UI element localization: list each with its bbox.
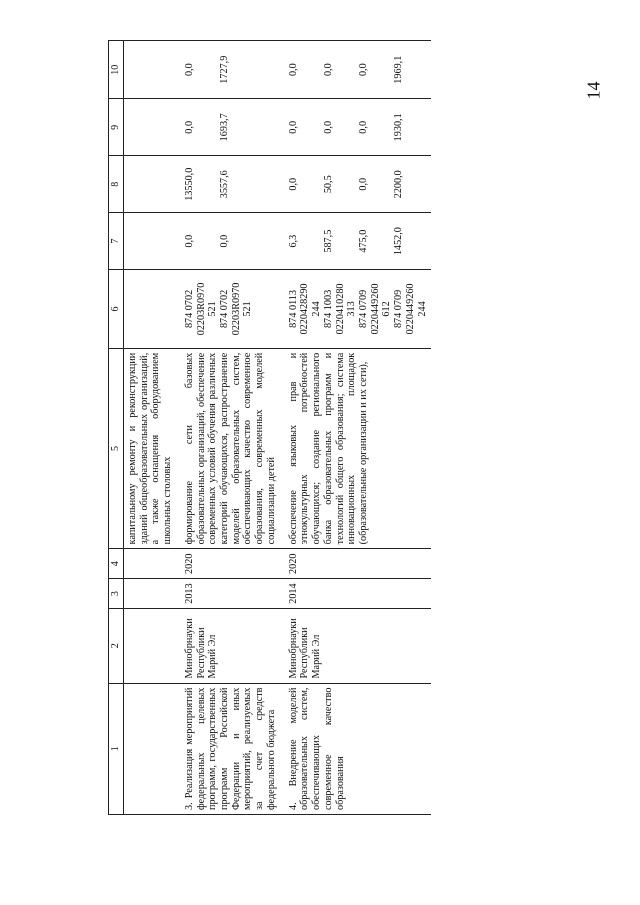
cell-line: 0,0 <box>322 63 334 77</box>
amount-col7 <box>181 213 281 270</box>
cell-line <box>381 160 393 208</box>
rotated-table-frame <box>108 40 613 815</box>
cell-line: 02203R0970 <box>230 282 242 336</box>
col-header: 7 <box>109 213 124 270</box>
budget-code <box>181 270 281 349</box>
col-header: 3 <box>109 579 124 609</box>
cell-line <box>335 217 347 265</box>
continuation-row <box>124 41 177 815</box>
continuation-text: капитальному ремонту и реконструкции зданий общеобразовательных организаций, а также оснащения оборудованием школьных столовых <box>124 348 177 549</box>
amount-col9 <box>181 99 281 156</box>
cell-line <box>370 103 382 151</box>
amount-col10 <box>181 41 281 99</box>
expected-result: обеспечение языковых прав и этнокультурных потребностей обучающихся; создание регионального банка образовательных программ и технологий общего образования; система инновационных площадок (образовательные организации и их сети), <box>285 348 432 549</box>
cell-line <box>299 45 311 94</box>
cell-line: 0,0 <box>287 177 299 191</box>
cell-line: 244 <box>416 301 428 317</box>
cell-line: 874 1003 <box>322 289 334 329</box>
table-row <box>181 41 281 815</box>
cell-line <box>311 160 323 208</box>
cell-line: 0,0 <box>183 120 195 134</box>
cell-line: 0,0 <box>357 120 369 134</box>
cell-line: 874 0709 <box>357 289 369 329</box>
cell-line <box>196 160 208 208</box>
cell-line: 521 <box>242 301 254 317</box>
cell-line <box>381 103 393 151</box>
cell-line: 874 0702 <box>183 289 195 329</box>
cell-line <box>311 45 323 94</box>
cell-line: 6,3 <box>287 234 299 248</box>
cell-line: 0,0 <box>287 120 299 134</box>
cell-line: 874 0702 <box>219 289 231 329</box>
cell-line: 0220449260 <box>404 283 416 335</box>
cell-line <box>335 45 347 94</box>
budget-code <box>285 270 432 349</box>
cell-line <box>207 45 219 94</box>
cell-line: 1693,7 <box>219 113 231 142</box>
page-number: 14 <box>583 81 604 100</box>
cell-line: 0,0 <box>183 63 195 77</box>
cell-line: 1930,1 <box>393 113 405 142</box>
cell-line <box>311 217 323 265</box>
col-header: 5 <box>109 348 124 549</box>
table-row <box>285 41 432 815</box>
cell-line <box>196 103 208 151</box>
cell-line <box>381 217 393 265</box>
cell-line: 0,0 <box>357 63 369 77</box>
cell-line <box>346 217 358 265</box>
cell-line: 612 <box>381 301 393 317</box>
budget-table <box>108 40 431 815</box>
cell-line <box>299 103 311 151</box>
cell-line <box>299 160 311 208</box>
cell-line: 0220410280 <box>334 283 346 335</box>
col-header: 4 <box>109 549 124 579</box>
measure-name: 3. Реализация мероприятий федеральных целевых программ, государственных программ Российской Федерации и иных мероприятий, реализуемых за счет средств федерального бюджета <box>181 683 281 814</box>
cell-line: 0220428290 <box>299 283 311 335</box>
cell-line <box>196 217 208 265</box>
cell-line: 02203R0970 <box>195 282 207 336</box>
amount-col8 <box>285 156 432 213</box>
cell-line: 0,0 <box>219 234 231 248</box>
cell-line: 1969,1 <box>393 55 405 84</box>
cell-line <box>196 45 208 94</box>
cell-line: 874 0113 <box>287 290 299 328</box>
header-row <box>109 41 124 815</box>
budget-table-container <box>108 40 613 815</box>
cell-line: 521 <box>207 301 219 317</box>
cell-line <box>370 217 382 265</box>
cell-line <box>207 217 219 265</box>
start-year: 2013 <box>181 579 281 609</box>
cell-line <box>335 160 347 208</box>
expected-result: формирование сети базовых образовательных организаций, обеспечение современных условий обучения различных категорий обучающихся, распространение моделей образовательных систем, обеспечивающих качество современное образования, современных моделей социализации детей <box>181 348 281 549</box>
cell-line: 0220449260 <box>369 283 381 335</box>
cell-line <box>207 160 219 208</box>
cell-line: 244 <box>311 301 323 317</box>
col-header: 6 <box>109 270 124 349</box>
cell-line: 587,5 <box>322 229 334 253</box>
col-header: 9 <box>109 99 124 156</box>
cell-line <box>346 45 358 94</box>
cell-line <box>346 103 358 151</box>
cell-line: 0,0 <box>287 63 299 77</box>
cell-line: 1727,9 <box>219 55 231 84</box>
cell-line: 874 0709 <box>393 289 405 329</box>
cell-line: 50,5 <box>322 175 334 194</box>
cell-line: 475,0 <box>357 229 369 253</box>
amount-col7 <box>285 213 432 270</box>
cell-line: 3557,6 <box>219 170 231 199</box>
amount-col10 <box>285 41 432 99</box>
col-header: 10 <box>109 41 124 99</box>
amount-col8 <box>181 156 281 213</box>
cell-line: 2200,0 <box>393 170 405 199</box>
cell-line <box>311 103 323 151</box>
cell-line: 1452,0 <box>393 227 405 256</box>
cell-line: 313 <box>346 301 358 317</box>
cell-line <box>299 217 311 265</box>
end-year: 2020 <box>285 549 432 579</box>
cell-line: 13550,0 <box>183 167 195 201</box>
col-header: 1 <box>109 683 124 814</box>
col-header: 8 <box>109 156 124 213</box>
cell-line <box>207 103 219 151</box>
executor: Минобрнауки Республики Марий Эл <box>181 608 281 683</box>
executor: Минобрнауки Республики Марий Эл <box>285 608 432 683</box>
cell-line <box>370 45 382 94</box>
cell-line <box>381 45 393 94</box>
end-year: 2020 <box>181 549 281 579</box>
cell-line <box>335 103 347 151</box>
cell-line: 0,0 <box>183 234 195 248</box>
cell-line <box>370 160 382 208</box>
cell-line: 0,0 <box>322 120 334 134</box>
cell-line <box>346 160 358 208</box>
col-header: 2 <box>109 608 124 683</box>
measure-name: 4. Внедрение моделей образовательных систем, обеспечивающих современное качество образования <box>285 683 432 814</box>
amount-col9 <box>285 99 432 156</box>
start-year: 2014 <box>285 579 432 609</box>
cell-line: 0,0 <box>357 177 369 191</box>
